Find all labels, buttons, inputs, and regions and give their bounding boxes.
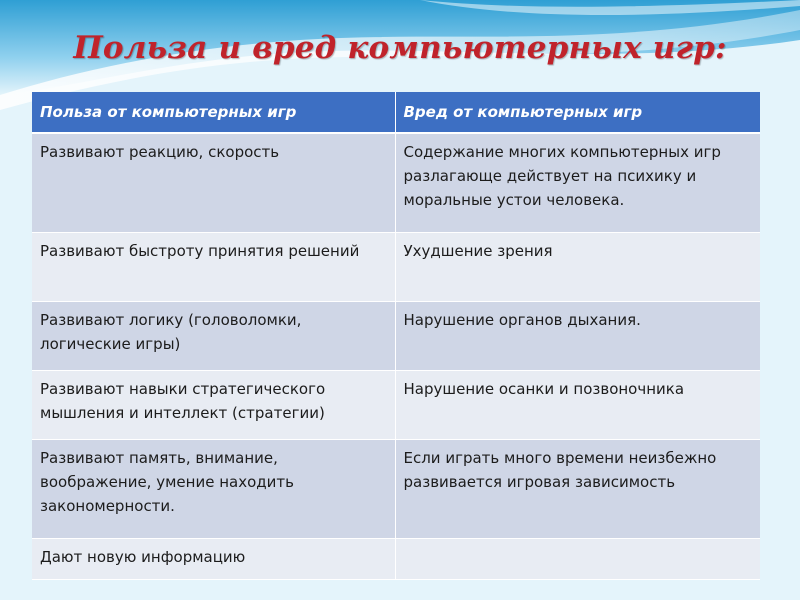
table-row — [32, 233, 760, 302]
benefit-cell: Развивают навыки стратегического мышления и интеллект (стратегии) — [32, 371, 395, 440]
table-row — [32, 371, 760, 440]
table-row — [32, 539, 760, 580]
table-header-row — [32, 92, 760, 133]
table-row — [32, 133, 760, 233]
harm-cell — [395, 539, 760, 580]
header-harm: Вред от компьютерных игр — [395, 92, 760, 133]
harm-cell: Если играть много времени неизбежно развивается игровая зависимость — [395, 440, 760, 539]
benefit-cell: Развивают память, внимание, воображение, умение находить закономерности. — [32, 440, 395, 539]
table-row — [32, 440, 760, 539]
table-row — [32, 302, 760, 371]
harm-cell: Нарушение осанки и позвоночника — [395, 371, 760, 440]
benefit-cell: Развивают логику (головоломки, логические игры) — [32, 302, 395, 371]
page-title: Польза и вред компьютерных игр: — [73, 30, 727, 66]
benefit-cell: Развивают быстроту принятия решений — [32, 233, 395, 302]
comparison-table — [32, 92, 760, 580]
benefit-cell: Развивают реакцию, скорость — [32, 133, 395, 233]
benefit-cell: Дают новую информацию — [32, 539, 395, 580]
harm-cell: Ухудшение зрения — [395, 233, 760, 302]
harm-cell: Нарушение органов дыхания. — [395, 302, 760, 371]
harm-cell: Содержание многих компьютерных игр разлагающе действует на психику и моральные устои человека. — [395, 133, 760, 233]
header-benefits: Польза от компьютерных игр — [32, 92, 395, 133]
